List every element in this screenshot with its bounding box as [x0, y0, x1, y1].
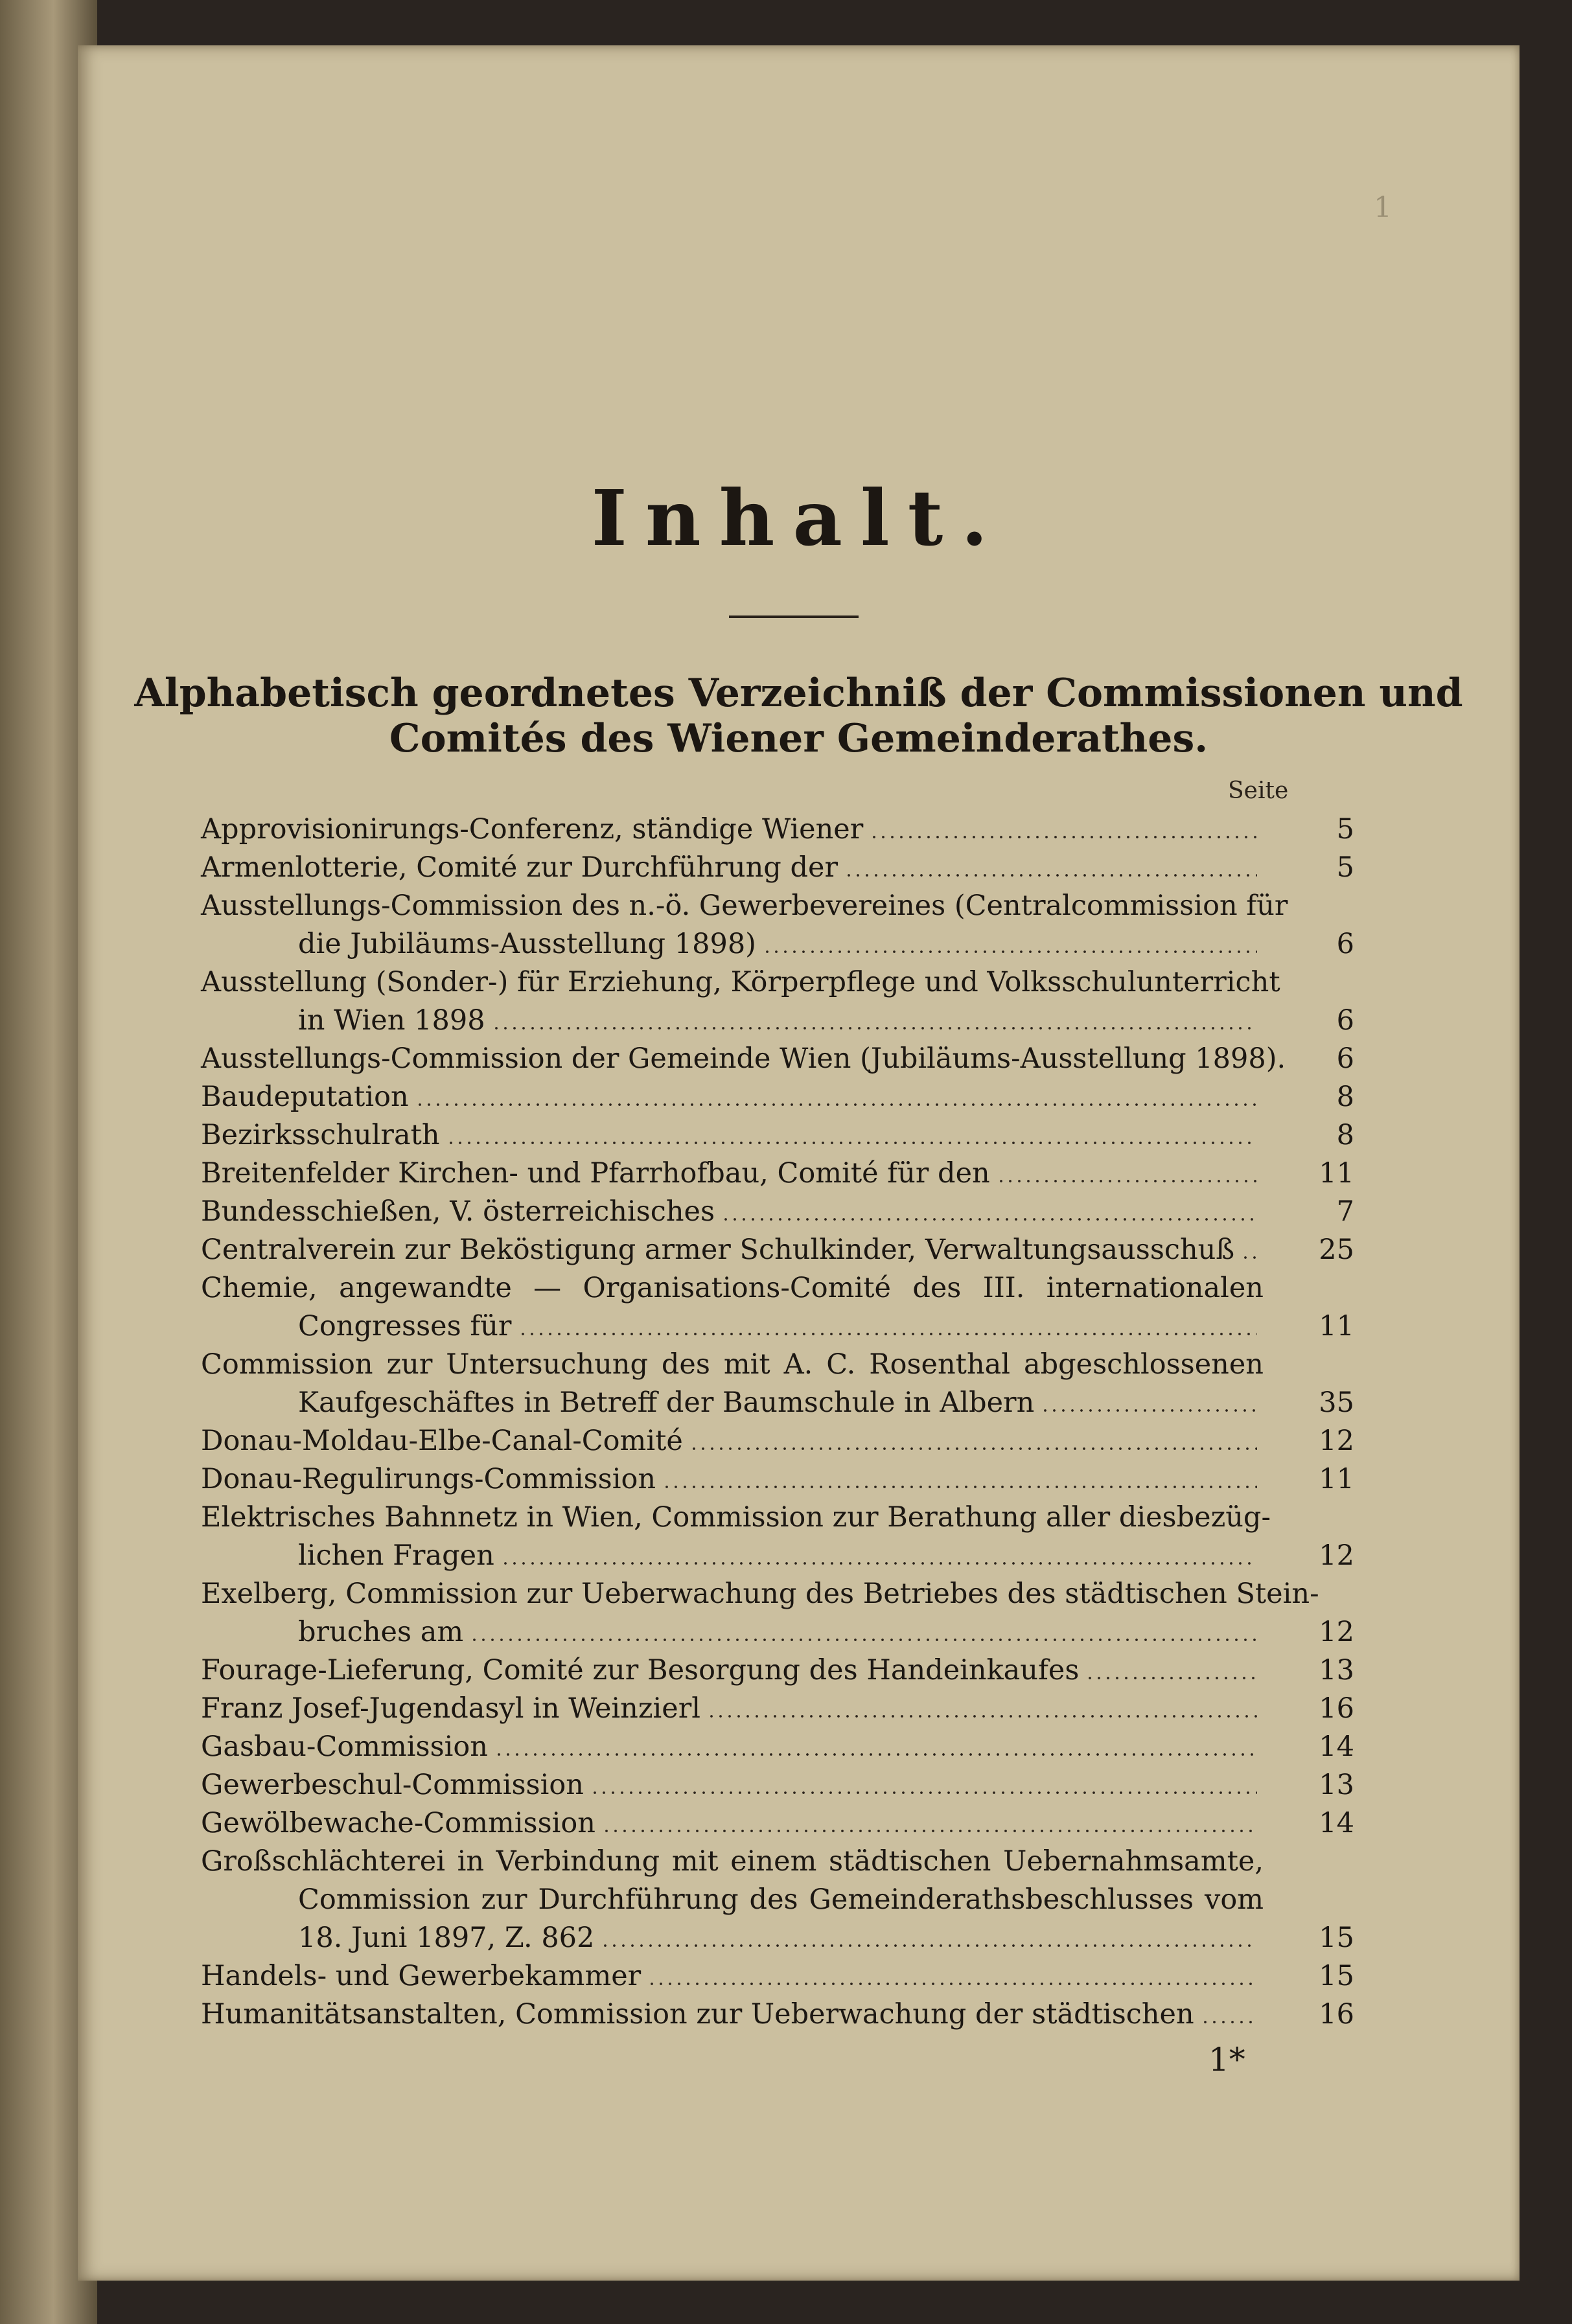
toc-entry-page: 12 — [1319, 1425, 1354, 1457]
toc-entry-page: 13 — [1319, 1654, 1354, 1686]
toc-entry — [298, 1616, 1264, 1655]
toc-entry-page: 7 — [1336, 1195, 1354, 1228]
leader-dots — [590, 1791, 1257, 1794]
title-rule — [729, 616, 859, 618]
leader-dots — [707, 1715, 1257, 1718]
toc-entry — [201, 966, 1280, 1005]
toc-entry — [201, 1501, 1271, 1540]
toc-entry-page: 15 — [1319, 1960, 1354, 1992]
toc-entry-text: Humanitätsanstalten, Commission zur Ueberwachung der städtischen — [201, 1998, 1194, 2031]
toc-entry-page: 11 — [1319, 1157, 1354, 1190]
leader-dots — [492, 1027, 1257, 1030]
leader-dots — [501, 1562, 1257, 1565]
toc-entry-text: Ausstellungs-Commission des n.-ö. Gewerbevereines (Centralcommission für — [201, 890, 1288, 922]
toc-entry-page: 14 — [1319, 1807, 1354, 1839]
leader-dots — [602, 1830, 1257, 1832]
toc-entry — [201, 1042, 1286, 1081]
toc-entry — [201, 813, 1264, 852]
toc-entry-text: Donau-Moldau-Elbe-Canal-Comité — [201, 1425, 683, 1457]
leader-dots — [494, 1753, 1257, 1756]
leader-dots — [647, 1983, 1257, 1985]
toc-entry — [201, 1425, 1264, 1464]
toc-entry-page: 16 — [1319, 1692, 1354, 1725]
toc-entry-text: Bezirksschulrath — [201, 1119, 440, 1151]
leader-dots — [470, 1639, 1257, 1641]
toc-entry-page: 11 — [1319, 1463, 1354, 1495]
toc-entry-text: Armenlotterie, Comité zur Durchführung der — [201, 851, 838, 884]
toc-entry-text: Handels- und Gewerbekammer — [201, 1960, 642, 1992]
toc-entry — [298, 1883, 1264, 1922]
toc-entry — [201, 1807, 1264, 1846]
toc-entry — [201, 1692, 1264, 1731]
toc-entry — [201, 1081, 1264, 1120]
toc-entry-text: die Jubiläums-Ausstellung 1898) — [298, 928, 756, 960]
toc-entry — [201, 1195, 1264, 1234]
toc-entry-text: Gewerbeschul-Commission — [201, 1769, 584, 1801]
toc-entry-text: 18. Juni 1897, Z. 862 — [298, 1922, 595, 1954]
toc-entry-text: Gewölbewache-Commission — [201, 1807, 595, 1839]
leader-dots — [662, 1486, 1257, 1488]
toc-entry-page: 6 — [1336, 1004, 1354, 1037]
toc-entry-text: Approvisionirungs-Conferenz, ständige Wiener — [201, 813, 864, 846]
leader-dots — [997, 1180, 1257, 1182]
document-page — [78, 45, 1520, 2281]
section-heading-line-1: Alphabetisch geordnetes Verzeichniß der Commissionen und — [134, 671, 1463, 716]
toc-entry — [298, 1386, 1264, 1425]
toc-entry — [201, 1654, 1264, 1693]
toc-entry-page: 12 — [1319, 1539, 1354, 1572]
toc-entry-text: Commission zur Untersuchung des mit A. C. Rosenthal abgeschlossenen — [201, 1348, 1264, 1381]
leader-dots — [844, 874, 1257, 877]
leader-dots — [1201, 2021, 1257, 2023]
leader-dots — [721, 1218, 1257, 1221]
toc-entry-page: 25 — [1319, 1234, 1354, 1266]
toc-entry — [201, 1998, 1264, 2037]
signature-mark: 1* — [1208, 2041, 1245, 2078]
toc-entry-page: 5 — [1336, 813, 1354, 846]
toc-entry — [201, 1769, 1264, 1808]
toc-entry — [201, 1119, 1264, 1158]
toc-entry-text: Donau-Regulirungs-Commission — [201, 1463, 656, 1495]
toc-entry — [201, 1578, 1319, 1616]
toc-entry-text: in Wien 1898 — [298, 1004, 485, 1037]
page-number: 1 — [1374, 191, 1392, 224]
leader-dots — [763, 950, 1257, 953]
toc-entry — [201, 1731, 1264, 1769]
toc-entry-page: 5 — [1336, 851, 1354, 884]
page-title: Inhalt. — [591, 473, 1006, 563]
toc-entry — [201, 890, 1288, 928]
toc-entry-page: 8 — [1336, 1119, 1354, 1151]
toc-entry — [201, 1348, 1264, 1387]
toc-entry-page: 16 — [1319, 1998, 1354, 2031]
toc-entry — [298, 1539, 1264, 1578]
toc-entry — [298, 1004, 1264, 1043]
toc-entry-text: Gasbau-Commission — [201, 1731, 488, 1763]
toc-entry-text: Franz Josef-Jugendasyl in Weinzierl — [201, 1692, 700, 1725]
page-column-label: Seite — [1228, 777, 1289, 804]
toc-entry-text: Congresses für — [298, 1310, 512, 1342]
toc-entry-text: Centralverein zur Beköstigung armer Schulkinder, Verwaltungsausschuß — [201, 1234, 1235, 1266]
toc-entry-text: Exelberg, Commission zur Ueberwachung des Betriebes des städtischen Stein- — [201, 1578, 1319, 1610]
toc-entry-page: 15 — [1319, 1922, 1354, 1954]
toc-entry-text: Bundesschießen, V. österreichisches — [201, 1195, 715, 1228]
toc-entry-text: Fourage-Lieferung, Comité zur Besorgung des Handeinkaufes — [201, 1654, 1080, 1686]
leader-dots — [1041, 1409, 1257, 1412]
toc-entry-text: Chemie, angewandte — Organisations-Comité des III. internationalen — [201, 1272, 1264, 1304]
toc-entry — [201, 1463, 1264, 1502]
toc-entry — [298, 1922, 1264, 1961]
toc-entry — [298, 928, 1264, 967]
leader-dots — [446, 1142, 1257, 1144]
toc-entry-page: 6 — [1336, 1042, 1354, 1075]
leader-dots — [518, 1333, 1258, 1335]
toc-entry — [201, 1272, 1264, 1311]
leader-dots — [1241, 1256, 1257, 1259]
toc-entry — [201, 1960, 1264, 1999]
toc-entry-page: 6 — [1336, 928, 1354, 960]
toc-entry-page: 35 — [1319, 1386, 1354, 1419]
toc-entry — [201, 1157, 1264, 1196]
leader-dots — [870, 836, 1257, 838]
toc-entry-text: Elektrisches Bahnnetz in Wien, Commission zur Berathung aller diesbezüg- — [201, 1501, 1271, 1534]
toc-entry — [201, 1234, 1264, 1272]
toc-entry — [298, 1310, 1264, 1349]
toc-entry-text: Breitenfelder Kirchen- und Pfarrhofbau, Comité für den — [201, 1157, 990, 1190]
leader-dots — [601, 1944, 1257, 1947]
toc-entry-page: 14 — [1319, 1731, 1354, 1763]
toc-entry-text: Baudeputation — [201, 1081, 409, 1113]
toc-entry — [201, 851, 1264, 890]
toc-entry-page: 13 — [1319, 1769, 1354, 1801]
section-heading-line-2: Comités des Wiener Gemeinderathes. — [389, 716, 1208, 761]
toc-entry-page: 12 — [1319, 1616, 1354, 1648]
leader-dots — [689, 1447, 1257, 1450]
toc-entry-text: Commission zur Durchführung des Gemeinderathsbeschlusses vom — [298, 1883, 1264, 1916]
toc-entry-page: 11 — [1319, 1310, 1354, 1342]
leader-dots — [1085, 1677, 1257, 1679]
toc-entry-text: bruches am — [298, 1616, 464, 1648]
toc-entry-text: Kaufgeschäftes in Betreff der Baumschule in Albern — [298, 1386, 1035, 1419]
toc-entry-page: 8 — [1336, 1081, 1354, 1113]
toc-entry-text: Ausstellung (Sonder-) für Erziehung, Körperpflege und Volksschulunterricht — [201, 966, 1280, 998]
toc-entry-text: lichen Fragen — [298, 1539, 494, 1572]
toc-entry — [201, 1845, 1264, 1884]
toc-entry-text: Großschlächterei in Verbindung mit einem städtischen Uebernahmsamte, — [201, 1845, 1264, 1878]
toc-entry-text: Ausstellungs-Commission der Gemeinde Wien (Jubiläums-Ausstellung 1898). — [201, 1042, 1286, 1075]
leader-dots — [415, 1103, 1257, 1106]
